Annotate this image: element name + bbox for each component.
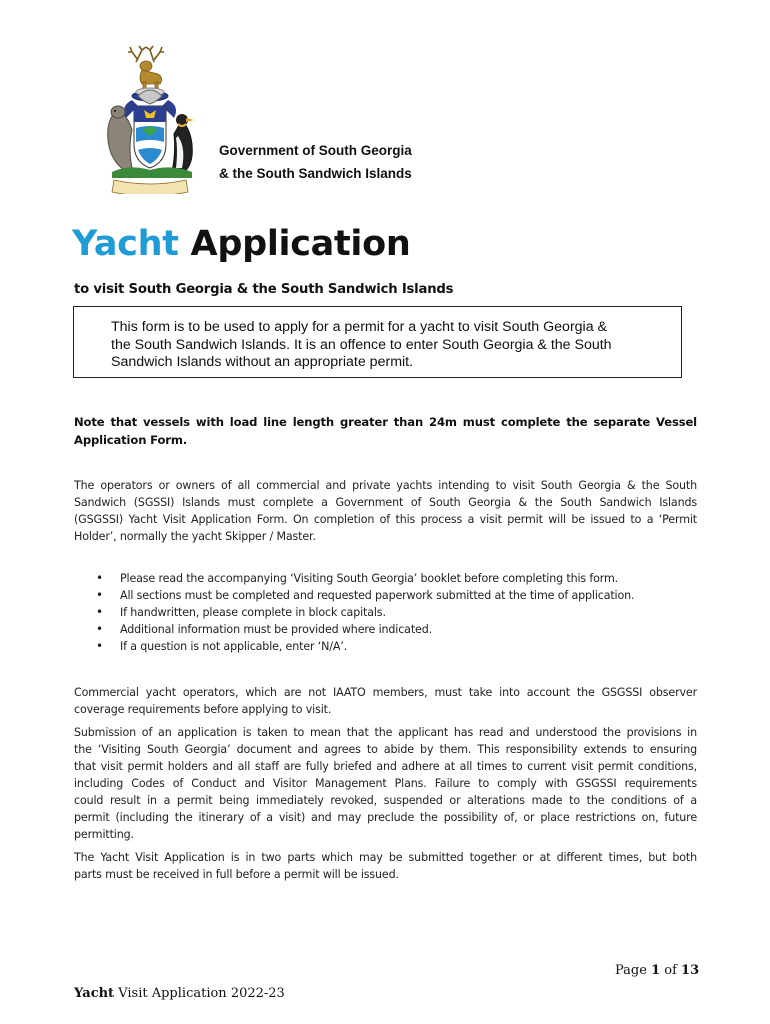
bullet-icon: • — [96, 622, 103, 636]
parts-line: The Yacht Visit Application is in two parts which may be submitted together or at different times, but both — [74, 851, 697, 864]
notice-line: This form is to be used to apply for a permit for a yacht to visit South Georgia & — [111, 319, 608, 335]
title-accent-word: Yacht — [72, 224, 179, 264]
bullet-icon: • — [96, 605, 103, 619]
bullet-icon: • — [96, 639, 103, 653]
document-footer — [74, 986, 285, 1001]
government-name-line-2: & the South Sandwich Islands — [219, 166, 412, 181]
title-main-word: Application — [190, 224, 411, 264]
page-subtitle: to visit South Georgia & the South Sandwich Islands — [74, 282, 454, 297]
notice-line: the South Sandwich Islands. It is an offence to enter South Georgia & the South — [111, 337, 612, 353]
bullet-icon: • — [96, 588, 103, 602]
page-current: 1 — [651, 963, 661, 978]
page-total: 13 — [681, 963, 700, 978]
notice-box — [73, 306, 682, 378]
list-item: Please read the accompanying ‘Visiting South Georgia’ booklet before completing this form. — [120, 572, 619, 585]
note-line: Note that vessels with load line length greater than 24m must complete the separate Vessel — [74, 415, 697, 429]
footer-bold: Yacht — [74, 986, 115, 1001]
page-label: Page — [615, 963, 647, 978]
list-item: All sections must be completed and requested paperwork submitted at the time of application. — [120, 589, 635, 602]
list-item: If handwritten, please complete in block capitals. — [120, 606, 386, 619]
page-of: of — [664, 963, 677, 978]
notice-line: Sandwich Islands without an appropriate permit. — [111, 354, 414, 370]
footer-text: Visit Application 2022-23 — [118, 986, 285, 1001]
intro-line: Holder’, normally the yacht Skipper / Master. — [74, 530, 316, 543]
intro-line: The operators or owners of all commercial and private yachts intending to visit South Georgia & the South — [74, 479, 697, 492]
submission-line: the ‘Visiting South Georgia’ document and agrees to abide by them. This responsibility extends to ensuring — [74, 743, 697, 756]
coat-of-arms-icon — [98, 44, 202, 194]
parts-line: parts must be received in full before a permit will be issued. — [74, 868, 399, 881]
intro-line: (GSGSSI) Yacht Visit Application Form. On completion of this process a visit permit will be issued to a ‘Permit — [74, 513, 697, 526]
submission-line: permitting. — [74, 828, 134, 841]
submission-line: Submission of an application is taken to mean that the applicant has read and understood the provisions in — [74, 726, 697, 739]
submission-line: including Codes of Conduct and Visitor Management Plans. Failure to comply with GSGSSI requirements — [74, 777, 697, 790]
list-item: If a question is not applicable, enter ‘N/A’. — [120, 640, 348, 653]
bullet-icon: • — [96, 571, 103, 585]
note-line: Application Form. — [74, 433, 188, 447]
intro-line: Sandwich (SGSSI) Islands must complete a Government of South Georgia & the South Sandwich Islands — [74, 496, 697, 509]
iaato-line: Commercial yacht operators, which are not IAATO members, must take into account the GSGSSI observer — [74, 686, 697, 699]
list-item: Additional information must be provided where indicated. — [120, 623, 432, 636]
government-name-line-1: Government of South Georgia — [219, 143, 412, 158]
iaato-line: coverage requirements before applying to visit. — [74, 703, 332, 716]
page-number — [615, 963, 699, 978]
page-title — [72, 224, 411, 264]
submission-line: that visit permit holders and all staff are fully briefed and adhere at all times to current visit permit conditions, — [74, 760, 697, 773]
submission-line: permit (including the itinerary of a visit) and may preclude the possibility of, or place restrictions on, future — [74, 811, 697, 824]
submission-line: could result in a permit being immediately revoked, suspended or alterations made to the conditions of a — [74, 794, 697, 807]
